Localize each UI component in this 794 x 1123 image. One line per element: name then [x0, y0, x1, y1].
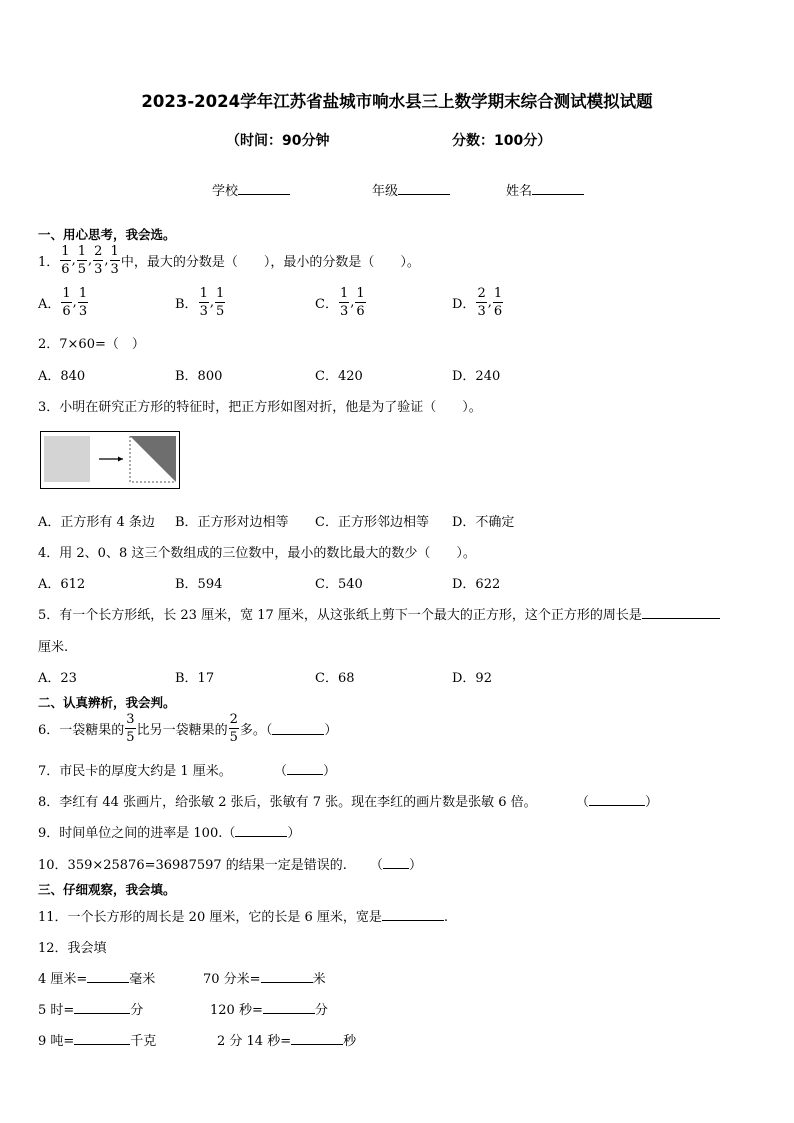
q2-option-c[interactable]: C．420	[315, 369, 363, 384]
q5-option-d[interactable]: D．92	[452, 671, 492, 686]
question-9: 9．时间单位之间的进率是 100.（ ）	[38, 826, 301, 841]
q2-option-b[interactable]: B．800	[175, 369, 223, 384]
name-blank[interactable]	[532, 182, 584, 195]
school-label: 学校	[212, 184, 239, 199]
q10-blank[interactable]: （ ）	[370, 858, 423, 873]
q1-text: 中，最大的分数是（ ），最小的分数是（ ）。	[120, 255, 420, 270]
question-6: 6．一袋糖果的 $\frac{3}{5}$ 比另一袋糖果的 $\frac{2}{5}$ 多。（ ）	[38, 712, 338, 745]
q12-blank[interactable]	[261, 970, 313, 983]
q12-item: 9 吨= 千克	[38, 1034, 157, 1049]
q9-blank[interactable]	[235, 824, 287, 837]
question-4: 4．用 2、0、8 这三个数组成的三位数中，最小的数比最大的数少（ ）。	[38, 546, 476, 561]
q12-blank[interactable]	[87, 970, 129, 983]
q12-item: 2 分 14 秒= 秒	[217, 1034, 357, 1049]
square-shape	[44, 436, 90, 482]
q8-blank[interactable]: （ ）	[576, 795, 659, 810]
grade-field[interactable]	[372, 180, 450, 199]
fraction: $\frac{3}{5}$	[126, 712, 135, 745]
section-2-title: 二、认真辨析，我会判。	[38, 695, 176, 710]
q5-option-b[interactable]: B．17	[175, 671, 215, 686]
question-7: 7．市民卡的厚度大约是 1 厘米。	[38, 764, 232, 779]
grade-blank[interactable]	[398, 182, 450, 195]
question-5	[38, 604, 720, 623]
question-12: 12．我会填	[38, 941, 107, 956]
q1-option-b[interactable]: B． $\frac{1}{3}$ , $\frac{1}{5}$	[175, 286, 225, 319]
q2-option-d[interactable]: D．240	[452, 369, 501, 384]
name-label: 姓名	[506, 184, 533, 199]
fraction: $\frac{2}{3}$	[94, 244, 103, 277]
q1-option-d[interactable]: D． $\frac{2}{3}$ , $\frac{1}{6}$	[452, 286, 503, 319]
q2-option-a[interactable]: A．840	[38, 369, 86, 384]
q3-option-c[interactable]: C．正方形邻边相等	[315, 515, 429, 530]
section-1-title: 一、用心思考，我会选。	[38, 227, 176, 242]
q7-blank[interactable]: （ ）	[274, 764, 337, 779]
square-fold-figure	[40, 431, 180, 489]
q5-blank[interactable]	[642, 606, 720, 619]
q5-option-c[interactable]: C．68	[315, 671, 355, 686]
q5-option-a[interactable]: A．23	[38, 671, 77, 686]
q12-blank[interactable]	[291, 1032, 343, 1045]
q5-text-cont: 厘米.	[38, 640, 69, 655]
name-field[interactable]	[506, 180, 584, 199]
fraction: $\frac{1}{6}$	[61, 244, 70, 277]
q1-option-a[interactable]: A． $\frac{1}{6}$ , $\frac{1}{3}$	[38, 286, 88, 319]
q3-option-d[interactable]: D．不确定	[452, 515, 515, 530]
q4-option-a[interactable]: A．612	[38, 577, 86, 592]
time-limit: （时间：90分钟	[226, 133, 330, 149]
q12-item: 5 时= 分	[38, 1003, 144, 1018]
fraction: $\frac{1}{3}$	[110, 244, 119, 277]
q6-blank[interactable]	[272, 722, 324, 735]
question-3: 3．小明在研究正方形的特征时，把正方形如图对折，他是为了验证（ ）。	[38, 400, 482, 415]
q12-blank[interactable]	[74, 1001, 130, 1014]
q4-option-d[interactable]: D．622	[452, 577, 501, 592]
q12-item: 4 厘米= 毫米	[38, 972, 156, 987]
folded-triangle	[130, 436, 176, 482]
school-field[interactable]	[212, 180, 290, 199]
question-11: 11．一个长方形的周长是 20 厘米，它的长是 6 厘米，宽是 .	[38, 910, 449, 925]
fraction: $\frac{2}{5}$	[229, 712, 238, 745]
fraction: $\frac{1}{5}$	[77, 244, 86, 277]
grade-label: 年级	[372, 184, 399, 199]
q12-blank[interactable]	[74, 1032, 130, 1045]
q3-option-b[interactable]: B．正方形对边相等	[175, 515, 289, 530]
question-1: 1． $\frac{1}{6}$ , $\frac{1}{5}$ , $\frac{2}{3}$ , $\frac{1}{3}$ 中，最大的分数是（ ），最小的分数是（ ）。	[38, 244, 420, 277]
question-10: 10．359×25876=36987597 的结果一定是错误的.	[38, 858, 347, 873]
q1-option-c[interactable]: C． $\frac{1}{3}$ , $\frac{1}{6}$	[315, 286, 365, 319]
q11-blank[interactable]	[382, 908, 444, 921]
question-8: 8．李红有 44 张画片，给张敏 2 张后，张敏有 7 张。现在李红的画片数是张敏 6 倍。	[38, 795, 537, 810]
q12-item: 70 分米= 米	[203, 972, 326, 987]
q4-option-c[interactable]: C．540	[315, 577, 363, 592]
q1-number: 1．	[38, 255, 60, 270]
arrow-head-icon	[118, 457, 123, 462]
total-score: 分数：100分）	[452, 133, 552, 149]
q12-blank[interactable]	[263, 1001, 315, 1014]
q4-option-b[interactable]: B．594	[175, 577, 223, 592]
fold-diagram	[41, 432, 178, 487]
q12-item: 120 秒= 分	[210, 1003, 328, 1018]
section-3-title: 三、仔细观察，我会填。	[38, 882, 176, 897]
q5-text: 5．有一个长方形纸，长 23 厘米，宽 17 厘米，从这张纸上剪下一个最大的正方形，这个正方形的周长是	[38, 608, 642, 623]
q3-option-a[interactable]: A．正方形有 4 条边	[38, 515, 155, 530]
page-title: 2023-2024学年江苏省盐城市响水县三上数学期末综合测试模拟试题	[141, 92, 653, 111]
question-2: 2．7×60=（ ）	[38, 337, 145, 352]
school-blank[interactable]	[238, 182, 290, 195]
